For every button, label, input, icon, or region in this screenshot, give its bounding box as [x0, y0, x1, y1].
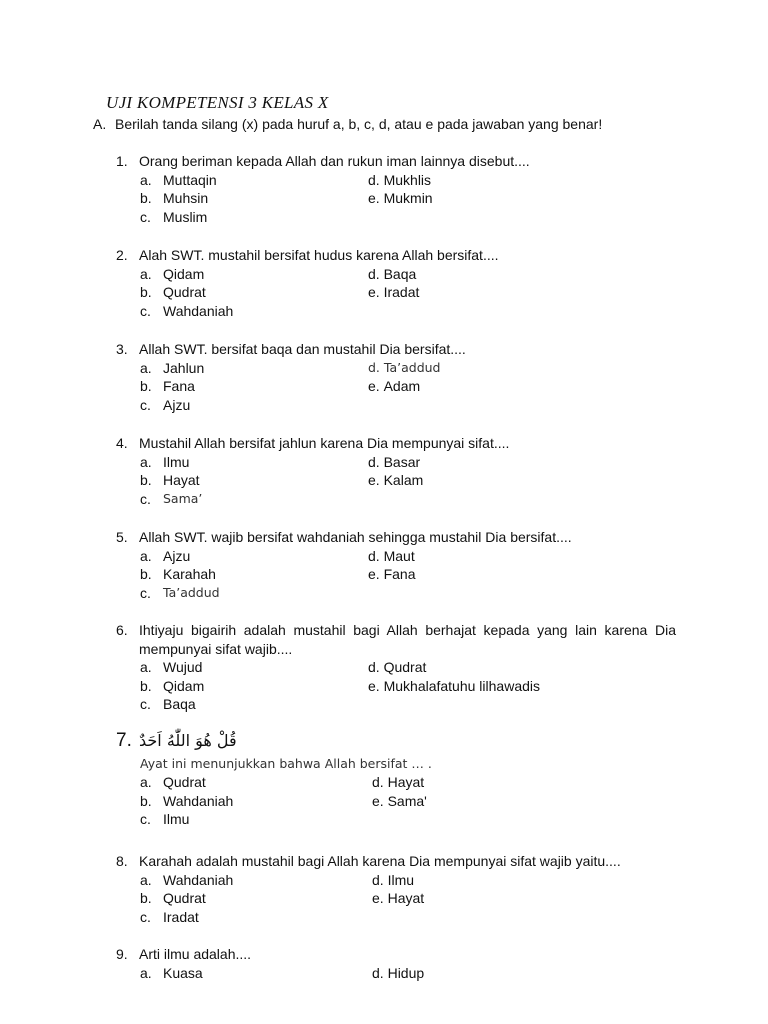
question-text: Allah SWT. bersifat baqa dan mustahil Dia bersifat.... [139, 341, 466, 357]
option-b[interactable] [140, 189, 368, 208]
question-number: 6. [116, 622, 128, 638]
option-d[interactable] [368, 547, 676, 566]
option-letter: a. [140, 547, 152, 564]
question-number: 8. [116, 853, 128, 869]
option-text: Qudrat [383, 659, 427, 675]
option-text: Kuasa [163, 964, 203, 981]
option-letter: a. [140, 359, 152, 376]
option-b[interactable] [140, 565, 368, 584]
option-c[interactable] [140, 396, 368, 415]
option-letter: b. [140, 190, 152, 206]
option-c[interactable] [140, 490, 368, 509]
option-a[interactable] [140, 871, 372, 890]
option-text: Iradat [383, 284, 420, 300]
option-a[interactable] [140, 265, 368, 284]
question-1 [116, 152, 676, 226]
option-e[interactable] [368, 377, 676, 396]
question-8 [116, 852, 676, 926]
arabic-verse: قُلْ هُوَ اللّٰهُ اَحَدٌ [139, 731, 237, 750]
option-text: Wujud [163, 659, 203, 675]
option-letter: c. [140, 208, 151, 225]
question-number: 4. [116, 435, 128, 451]
question-7 [116, 732, 676, 829]
option-text: Karahah [163, 566, 216, 582]
option-letter: b. [140, 378, 152, 394]
question-5 [116, 528, 676, 602]
worksheet-title: UJI KOMPETENSI 3 KELAS X [106, 93, 329, 112]
option-letter: b. [140, 472, 152, 488]
option-text: Basar [383, 453, 421, 470]
option-b[interactable] [140, 677, 368, 696]
option-text: Ta’addud [383, 359, 441, 375]
option-letter: d. [372, 964, 384, 981]
question-3 [116, 340, 676, 414]
option-e[interactable] [368, 471, 676, 490]
question-2 [116, 246, 676, 320]
option-letter: e. [368, 566, 380, 582]
option-text: Hayat [163, 472, 200, 488]
question-number: 5. [116, 529, 128, 545]
option-text: Ajzu [163, 547, 191, 564]
option-b[interactable] [140, 889, 372, 908]
option-e[interactable] [368, 565, 676, 584]
option-letter: d. [368, 547, 380, 564]
option-letter: a. [140, 265, 152, 282]
option-d[interactable] [368, 265, 676, 284]
option-text: Adam [383, 378, 421, 394]
option-d[interactable] [368, 658, 676, 677]
option-c[interactable] [140, 302, 368, 321]
option-letter: e. [368, 378, 380, 394]
option-text: Wahdaniah [163, 871, 234, 888]
option-c[interactable] [140, 810, 372, 829]
option-letter: b. [140, 792, 152, 809]
option-text: Jahlun [163, 359, 205, 376]
option-text: Muslim [163, 208, 208, 225]
option-letter: d. [368, 359, 380, 375]
option-text: Ilmu [163, 453, 190, 470]
option-text: Qudrat [163, 284, 206, 300]
option-a[interactable] [140, 171, 368, 190]
option-text: Fana [163, 378, 195, 394]
option-letter: e. [368, 677, 380, 694]
question-text: Arti ilmu adalah.... [139, 946, 252, 962]
option-e[interactable] [372, 792, 676, 811]
option-letter: c. [140, 908, 151, 925]
question-text: Ayat ini menunjukkan bahwa Allah bersifat … . [140, 755, 432, 771]
option-text: Fana [383, 566, 416, 582]
option-b[interactable] [140, 471, 368, 490]
option-letter: e. [372, 792, 384, 809]
option-a[interactable] [140, 547, 368, 566]
question-text: Allah SWT. wajib bersifat wahdaniah sehingga mustahil Dia bersifat.... [139, 529, 572, 545]
option-letter: e. [372, 890, 384, 906]
option-text: Qudrat [163, 890, 206, 906]
option-a[interactable] [140, 359, 368, 378]
option-text: Mukmin [383, 190, 433, 206]
option-letter: a. [140, 964, 152, 981]
option-letter: c. [140, 396, 151, 413]
option-letter: d. [368, 659, 380, 675]
option-e[interactable] [372, 889, 676, 908]
option-text: Muttaqin [163, 171, 217, 188]
option-d[interactable] [372, 871, 676, 890]
option-text: Sama' [387, 792, 427, 809]
question-text: Mustahil Allah bersifat jahlun karena Dia mempunyai sifat.... [139, 435, 510, 451]
instruction-text: Berilah tanda silang (x) pada huruf a, b, c, d, atau e pada jawaban yang benar! [115, 116, 603, 132]
option-letter: d. [372, 871, 384, 888]
option-letter: b. [140, 284, 152, 300]
option-letter: b. [140, 566, 152, 582]
option-letter: a. [140, 774, 152, 790]
option-letter: d. [368, 171, 380, 188]
option-e[interactable] [368, 189, 676, 208]
option-text: Ajzu [163, 396, 191, 413]
section-marker: A. [93, 116, 107, 132]
question-number: 9. [116, 946, 128, 962]
option-letter: d. [368, 453, 380, 470]
option-a[interactable] [140, 964, 372, 983]
option-letter: c. [140, 584, 151, 601]
question-9 [116, 945, 676, 982]
option-a[interactable] [140, 658, 368, 677]
option-text: Baqa [383, 265, 417, 282]
option-c[interactable] [140, 695, 368, 714]
option-text: Iradat [163, 908, 199, 925]
option-letter: a. [140, 871, 152, 888]
option-text: Wahdaniah [163, 302, 234, 319]
option-letter: c. [140, 696, 151, 712]
question-text: Ihtiyaju bigairih adalah mustahil bagi Allah berhajat kepada yang lain karena Dia mempunyai sifat wajib.... [139, 622, 676, 657]
option-text: Hayat [387, 890, 425, 906]
option-letter: b. [140, 677, 152, 694]
option-letter: b. [140, 890, 152, 906]
option-text: Ilmu [387, 871, 415, 888]
option-letter: c. [140, 302, 151, 319]
option-c[interactable] [140, 908, 372, 927]
option-e[interactable] [368, 283, 676, 302]
option-text: Qidam [163, 677, 205, 694]
option-text: Baqa [163, 696, 196, 712]
option-text: Maut [383, 547, 415, 564]
option-letter: d. [372, 774, 384, 790]
option-a[interactable] [140, 453, 368, 472]
option-text: Mukhalafatuhu lilhawadis [383, 677, 541, 694]
option-b[interactable] [140, 377, 368, 396]
option-b[interactable] [140, 283, 368, 302]
question-6 [116, 621, 676, 714]
option-text: Ta’addud [163, 584, 220, 600]
question-text: Karahah adalah mustahil bagi Allah karena Dia mempunyai sifat wajib yaitu.... [139, 853, 621, 869]
option-d[interactable] [372, 773, 676, 792]
option-letter: c. [140, 811, 151, 827]
question-text: Orang beriman kepada Allah dan rukun iman lainnya disebut.... [139, 153, 530, 169]
question-4 [116, 434, 676, 508]
option-text: Sama’ [163, 490, 203, 506]
option-text: Qudrat [163, 774, 206, 790]
question-number: 1. [116, 153, 128, 169]
question-number: 7. [116, 730, 132, 751]
option-letter: d. [368, 265, 380, 282]
option-text: Mukhlis [383, 171, 432, 188]
option-letter: a. [140, 171, 152, 188]
option-text: Hidup [387, 964, 425, 981]
option-d[interactable] [368, 171, 676, 190]
option-letter: a. [140, 659, 152, 675]
option-d[interactable] [368, 453, 676, 472]
option-d[interactable] [368, 359, 676, 378]
option-b[interactable] [140, 792, 372, 811]
option-letter: c. [140, 490, 151, 507]
option-d[interactable] [372, 964, 676, 983]
question-number: 2. [116, 247, 128, 263]
option-letter: e. [368, 472, 380, 488]
option-e[interactable] [368, 677, 676, 696]
option-text: Wahdaniah [163, 792, 234, 809]
option-text: Qidam [163, 265, 205, 282]
option-letter: e. [368, 284, 380, 300]
option-a[interactable] [140, 773, 372, 792]
option-letter: a. [140, 453, 152, 470]
option-c[interactable] [140, 208, 368, 227]
option-text: Kalam [383, 472, 424, 488]
option-c[interactable] [140, 584, 368, 603]
option-letter: e. [368, 190, 380, 206]
option-text: Ilmu [163, 811, 190, 827]
question-text: Alah SWT. mustahil bersifat hudus karena Allah bersifat.... [139, 247, 499, 263]
question-number: 3. [116, 341, 128, 357]
instruction [93, 116, 602, 132]
option-text: Muhsin [163, 190, 209, 206]
option-text: Hayat [387, 774, 425, 790]
